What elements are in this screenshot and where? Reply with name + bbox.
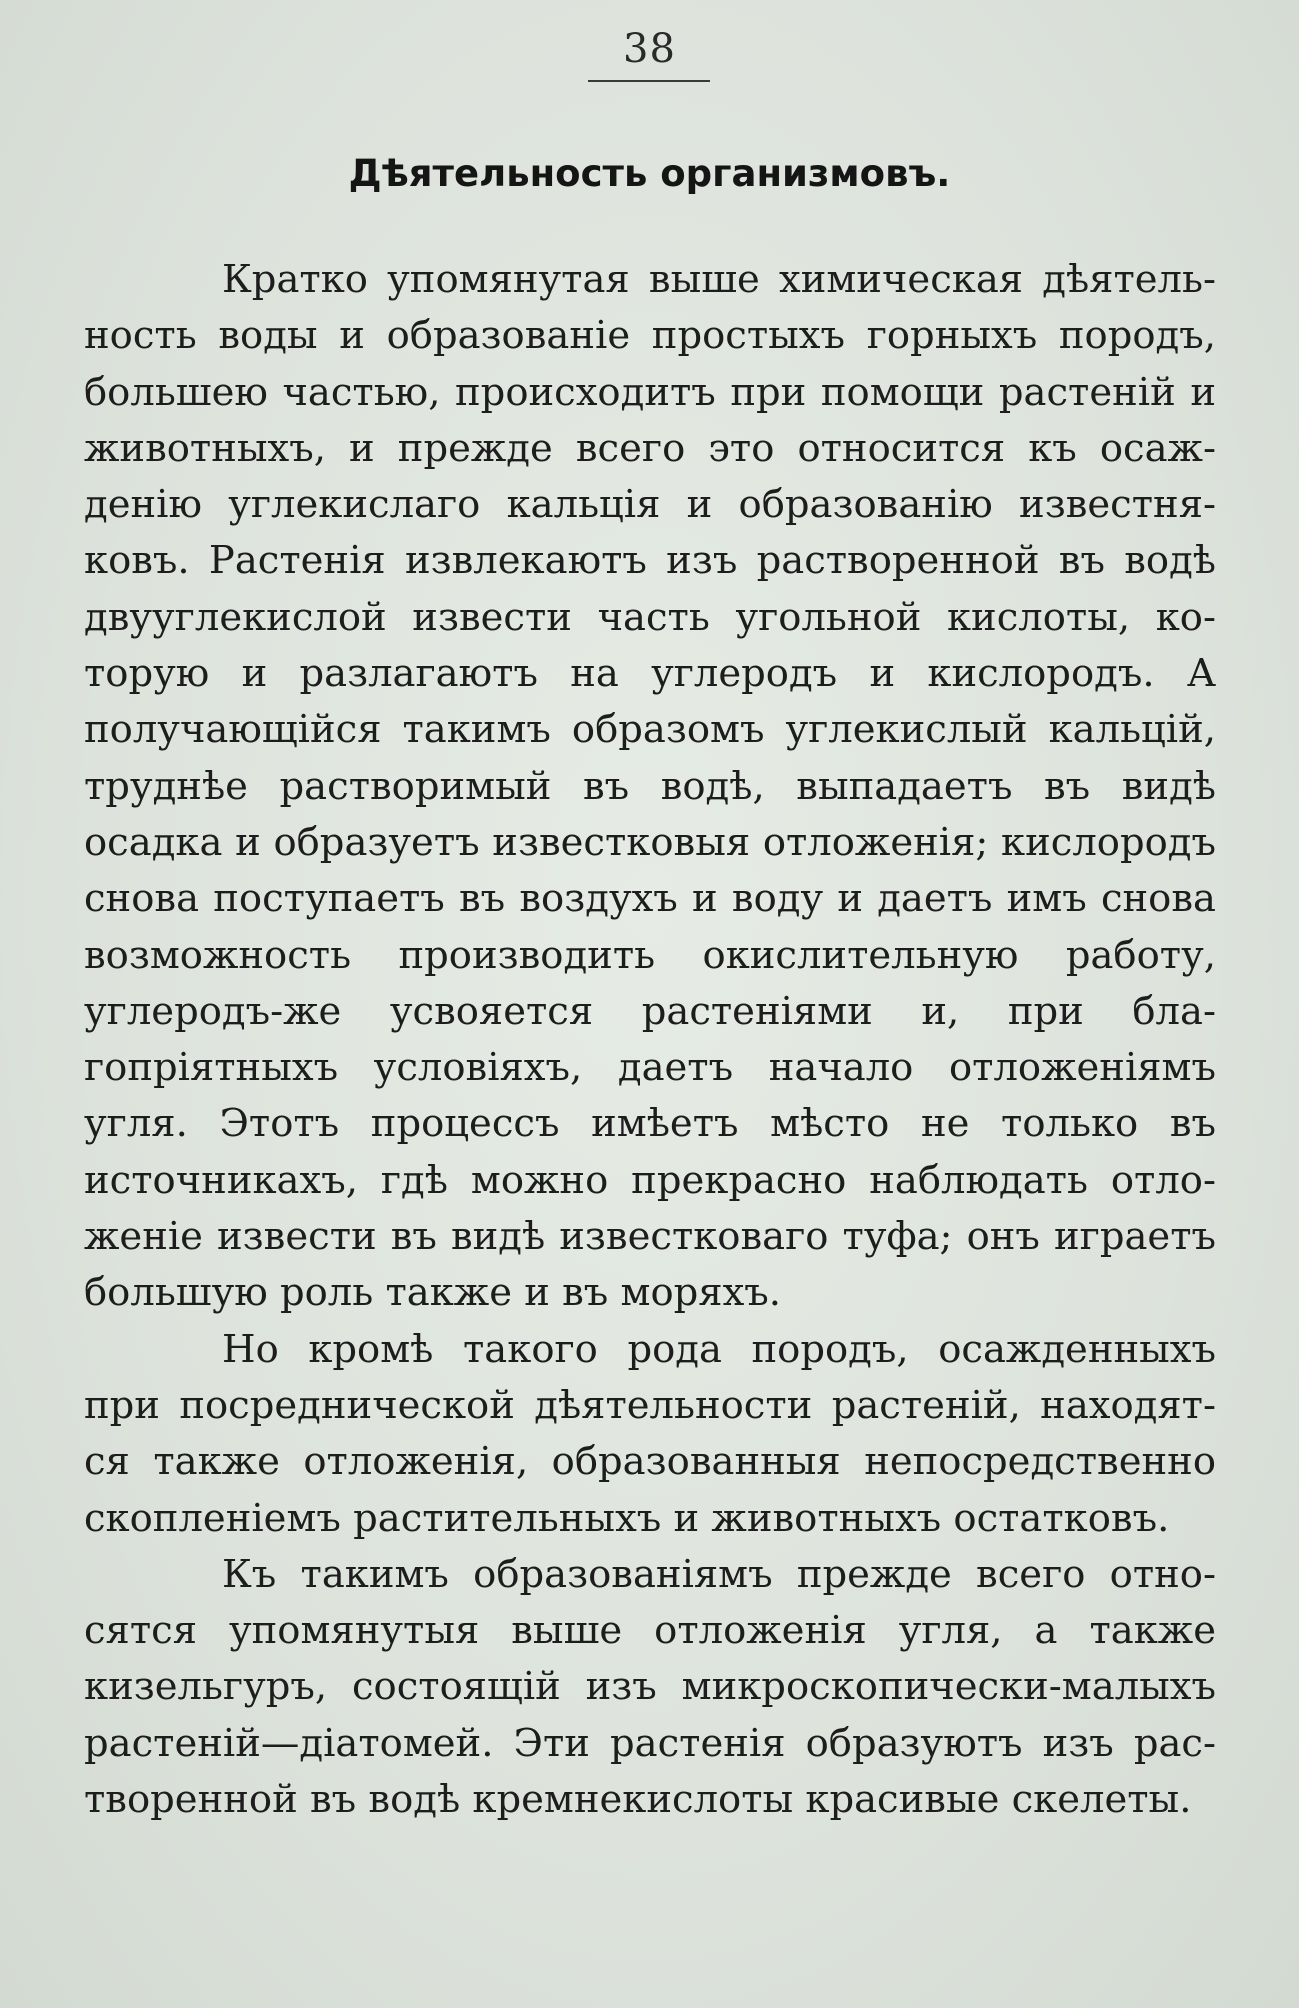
paragraph-1: Кратко упомянутая выше химическая дѣятельность воды и образованіе простыхъ горныхъ породъ, большею частью, происходитъ при помощи растеній и животныхъ, и прежде всего это относится къ осажденію углекислаго кальція и образованію известняковъ. Растенія извлекаютъ изъ растворенной въ водѣ двууглекислой извести часть угольной кислоты, которую и разлагаютъ на углеродъ и кислородъ. А получающійся такимъ образомъ углекислый кальцій, труднѣе растворимый въ водѣ, выпадаетъ въ видѣ осадка и образуетъ известковыя отложенія; кислородъ снова поступаетъ въ воздухъ и воду и даетъ имъ снова возможность производить окислительную работу, углеродъ-же усвояется растеніями и, при благопріятныхъ условіяхъ, даетъ начало отложеніямъ угля. Этотъ процессъ имѣетъ мѣсто не только въ источникахъ, гдѣ можно прекрасно наблюдать отложеніе извести въ видѣ известковаго туфа; онъ играетъ большую роль также и въ моряхъ. <box>84 257 1216 1316</box>
page-number-rule <box>588 80 710 82</box>
body-text <box>84 252 1216 1828</box>
paragraph-3: Къ такимъ образованіямъ прежде всего относятся упомянутыя выше отложенія угля, а также кизельгуръ, состоящій изъ микроскопически-малыхъ растеній—діатомей. Эти растенія образуютъ изъ растворенной въ водѣ кремнекислоты красивые скелеты. <box>84 1551 1216 1823</box>
paragraph-2: Но кромѣ такого рода породъ, осажденныхъ при посреднической дѣятельности растеній, находятся также отложенія, образованныя непосредственно скопленіемъ растительныхъ и животныхъ остатковъ. <box>84 1326 1216 1541</box>
page-number: 38 <box>623 26 676 72</box>
section-heading: Дѣятельность организмовъ. <box>348 152 951 195</box>
